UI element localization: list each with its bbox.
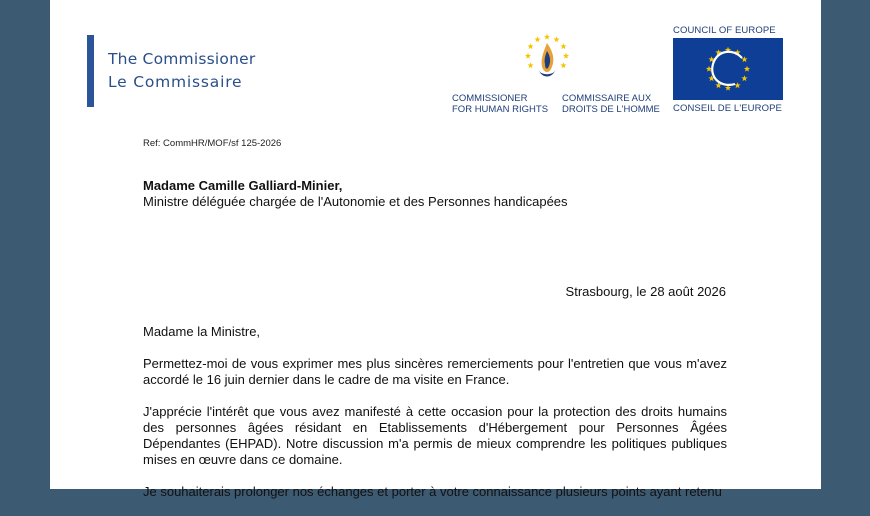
star-shape bbox=[534, 36, 540, 42]
star-shape bbox=[528, 43, 534, 49]
chr-fr-line2: DROITS DE L'HOMME bbox=[562, 104, 660, 115]
star-shape bbox=[553, 36, 559, 42]
paragraph: Permettez-moi de vous exprimer mes plus sincères remerciements pour l'entretien que vous m'avez accordé le 16 juin dernier dans le cadre de ma visite en France. bbox=[143, 356, 727, 387]
commissioner-accent-bar bbox=[87, 35, 94, 107]
paragraph: Je souhaiterais prolonger nos échanges et porter à votre connaissance plusieurs points ayant retenu bbox=[143, 484, 722, 499]
commissioner-title-fr: Le Commissaire bbox=[108, 73, 243, 91]
chr-name-en bbox=[452, 93, 548, 115]
star-shape bbox=[528, 62, 534, 68]
star-shape bbox=[560, 43, 566, 49]
chr-en-line1: COMMISSIONER bbox=[452, 93, 528, 104]
flame-stars-icon bbox=[524, 29, 570, 87]
coe-name-fr: CONSEIL DE L'EUROPE bbox=[673, 103, 782, 114]
letter-page bbox=[50, 0, 821, 499]
addressee-block bbox=[143, 178, 568, 210]
star-shape bbox=[544, 34, 550, 40]
chr-name-fr bbox=[562, 93, 660, 115]
addressee-title: Ministre déléguée chargée de l'Autonomie et des Personnes handicapées bbox=[143, 194, 568, 209]
letter-date: Strasbourg, le 28 août 2026 bbox=[565, 284, 726, 299]
salutation: Madame la Ministre, bbox=[143, 324, 261, 339]
star-shape bbox=[563, 53, 569, 59]
chr-fr-line1: COMMISSAIRE AUX bbox=[562, 93, 652, 104]
star-shape bbox=[525, 53, 531, 59]
addressee-name: Madame Camille Galliard-Minier, bbox=[143, 178, 343, 193]
coe-stars-flag-icon bbox=[673, 38, 783, 100]
letter-body bbox=[143, 324, 727, 516]
paragraph: J'apprécie l'intérêt que vous avez manifesté à cette occasion pour la protection des droits humains des personnes âgées résidant en Etablissements d'Hébergement pour Personnes Âgées Dépendantes (EHPAD). Notre discussion m'a permis de mieux comprendre les politiques publiques mises en œuvre dans ce domaine. bbox=[143, 404, 727, 467]
chr-en-line2: FOR HUMAN RIGHTS bbox=[452, 104, 549, 115]
commissioner-title-en: The Commissioner bbox=[108, 50, 256, 68]
reference-number: Ref: CommHR/MOF/sf 125-2026 bbox=[143, 138, 282, 149]
star-shape bbox=[560, 62, 566, 68]
coe-name-en: COUNCIL OF EUROPE bbox=[673, 25, 776, 36]
